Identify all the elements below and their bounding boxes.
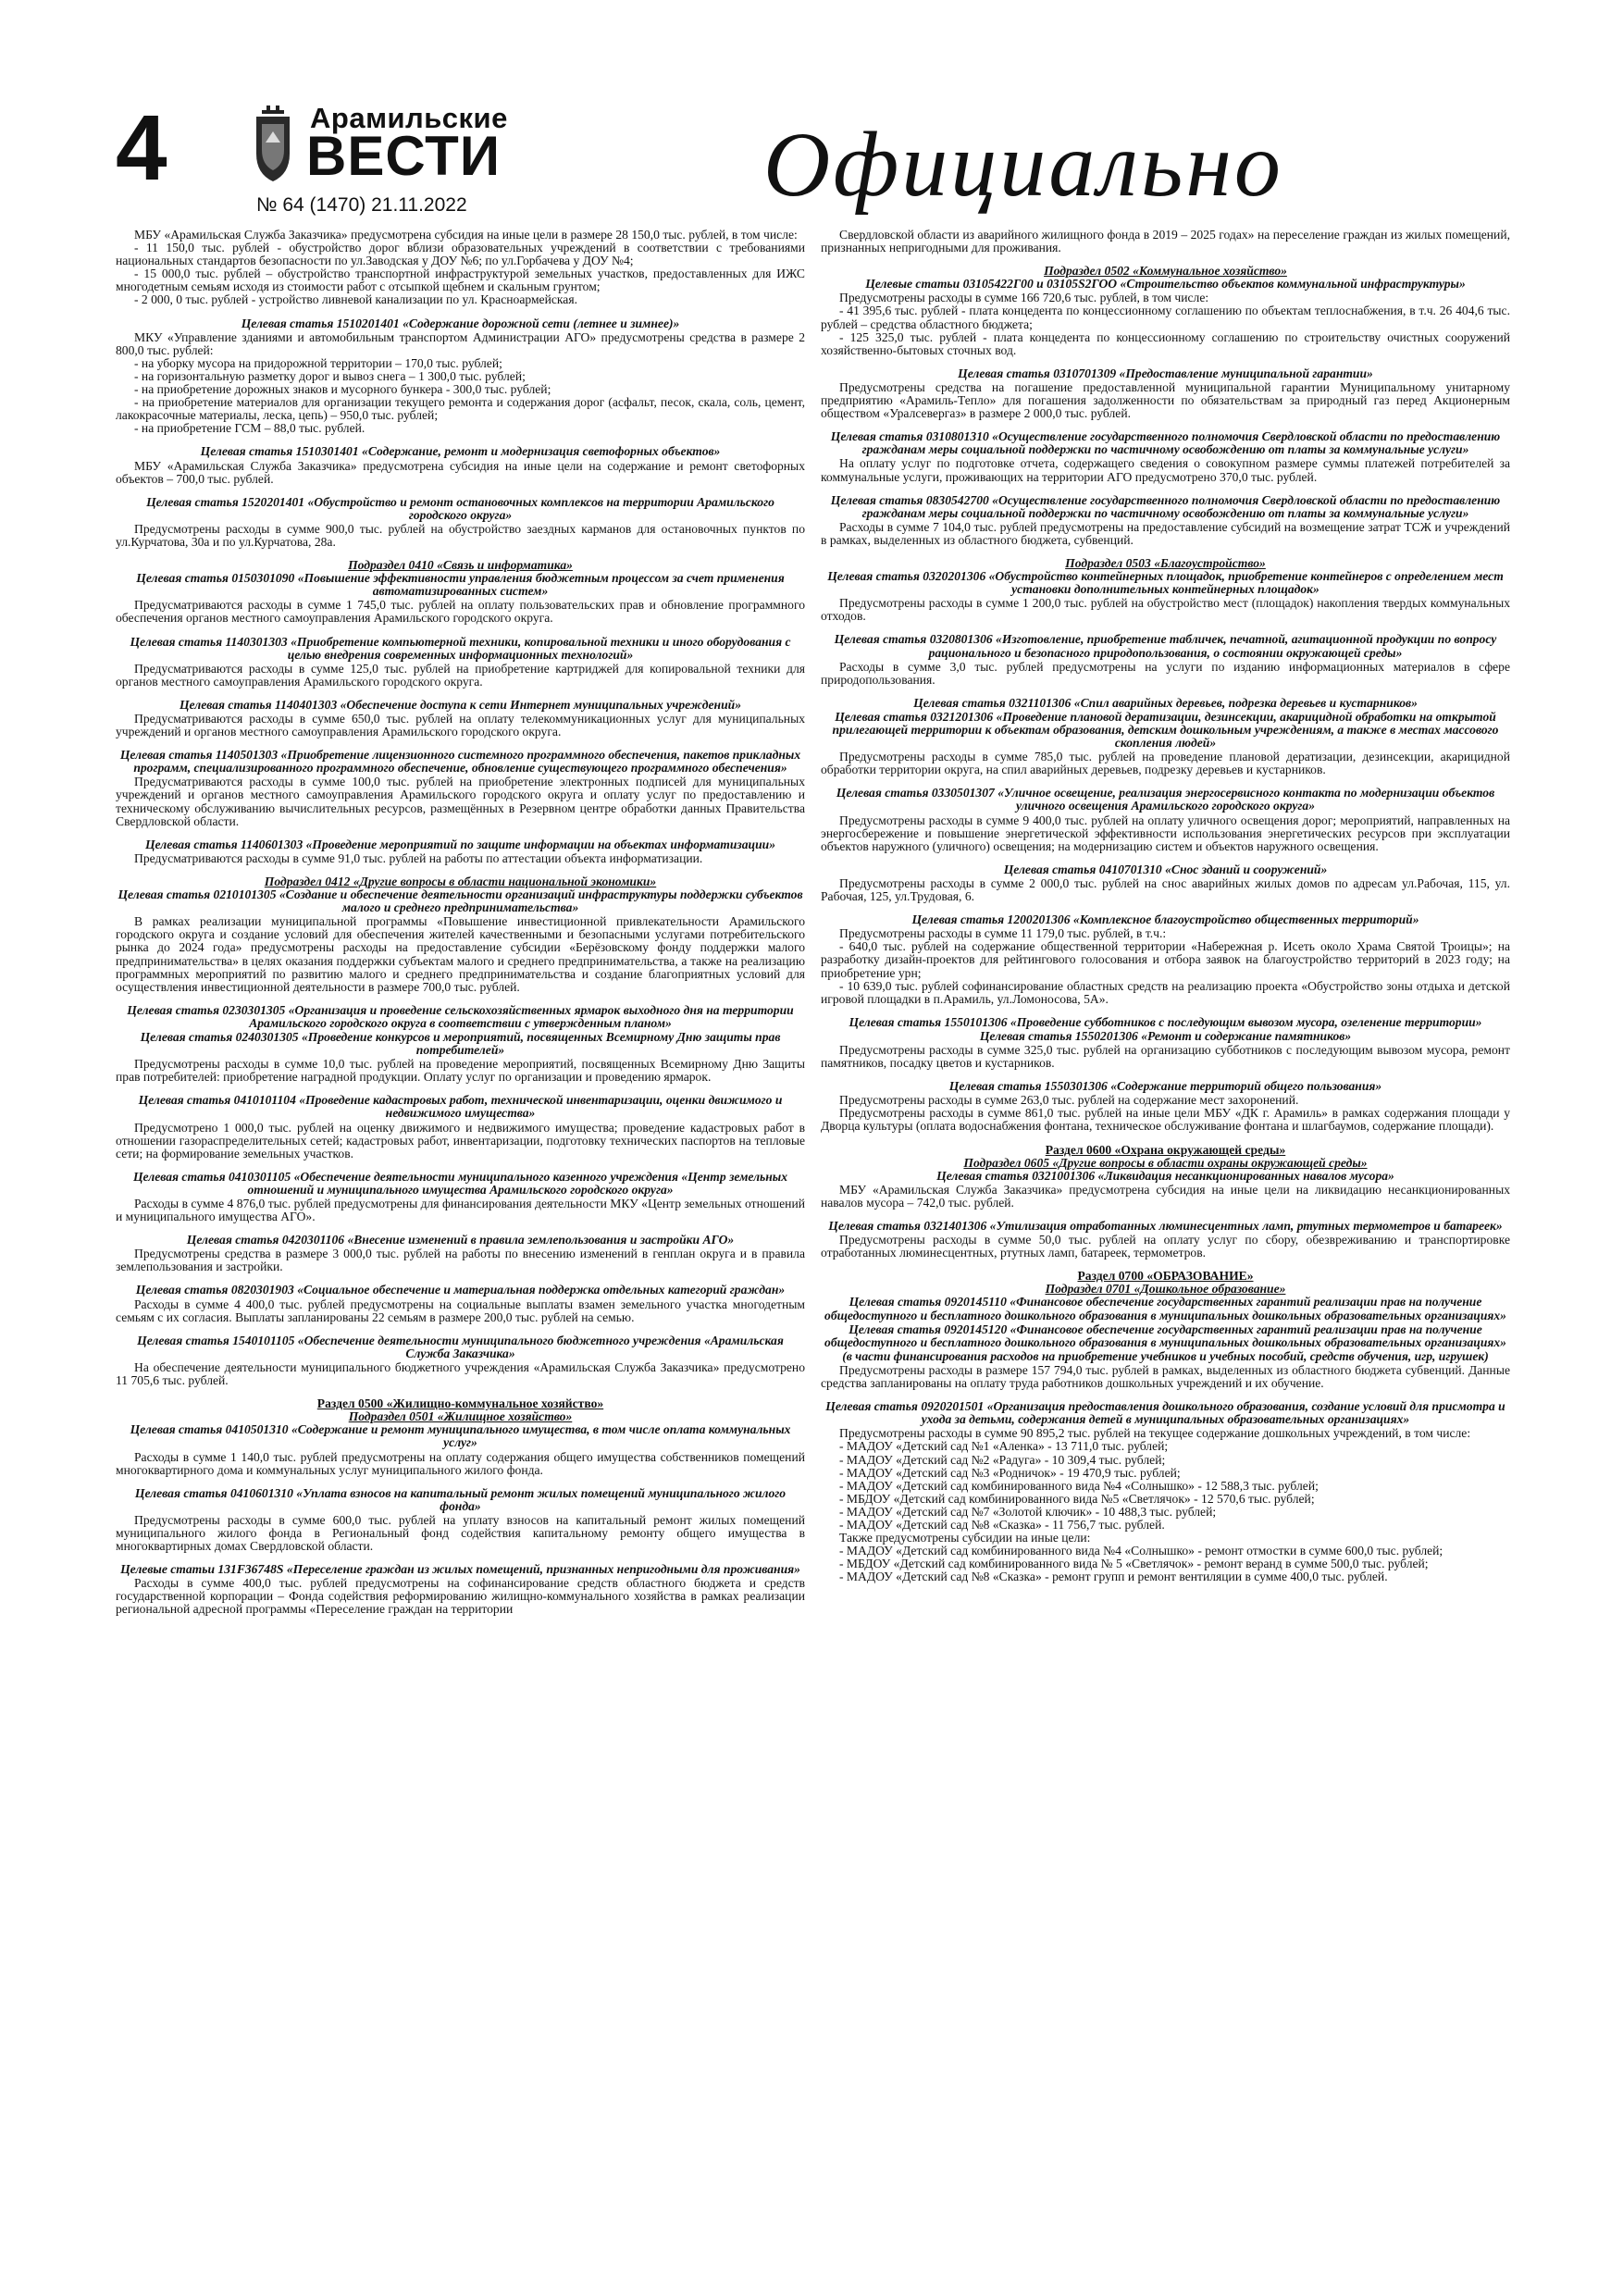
brand-top: Арамильские: [310, 102, 508, 134]
article-heading: Целевая статья 0240301305 «Проведение конкурсов и мероприятий, посвященных Всемирному Дню защиты прав потребителей»: [140, 1029, 781, 1058]
article-heading: Целевая статья 1550101306 «Проведение субботников с последующим вывозом мусора, озеленение территории»: [849, 1014, 1482, 1029]
article-heading: Целевая статья 1140501303 «Приобретение лицензионного системного программного обеспечения, пакетов прикладных программ, специализированного программного обеспечение, обновление существующего программного обеспечения»: [119, 748, 801, 776]
article-heading: Целевая статья 1510301401 «Содержание, ремонт и модернизация светофорных объектов»: [200, 444, 721, 459]
paragraph: В рамках реализации муниципальной программы «Повышение инвестиционной привлекательности Арамильского городского округа и создание условий для обеспечения жителей качественными и безопасными услугами потребительского рынка до 2024 года» предусмотрены расходы на предоставление субсидии «Берёзовскому фонду поддержки малого предпринимательства» в целях оказания поддержки субъектам малого и среднего предпринимательства, а также на реализацию программных мероприятий по развитию малого и среднего предпринимательства и создание благоприятных условий для осуществления инвестиционной деятельности в размере 700,0 тыс. рублей.: [116, 914, 805, 994]
page-header: [116, 97, 1522, 227]
list-item: - МБДОУ «Детский сад комбинированного вида № 5 «Светлячок» - ремонт веранд в сумме 500,0 тыс. рублей;: [839, 1557, 1429, 1571]
paragraph: МКУ «Управление зданиями и автомобильным транспортом Администрации АГО» предусмотрены средства в размере 2 800,0 тыс. рублей:: [116, 329, 805, 357]
list-item: - МАДОУ «Детский сад комбинированного вида №4 «Солнышко» - 12 588,3 тыс. рублей;: [839, 1478, 1319, 1493]
article-heading: Целевая статья 1520201401 «Обустройство и ремонт остановочных комплексов на территории Арамильского городского округа»: [146, 494, 774, 522]
article-heading: Целевая статья 0150301090 «Повышение эффективности управления бюджетным процессом за счет применения автоматизированных систем»: [136, 571, 785, 599]
subsection-heading: Подраздел 0502 «Коммунальное хозяйство»: [1044, 264, 1287, 279]
paragraph: Предусмотрены расходы в сумме 785,0 тыс. рублей на проведение плановой дератизации, дезинсекции, акарицидной обработки территории округа, на спил аварийных деревьев, подрезку деревьев и кустарников.: [821, 750, 1510, 777]
list-item: - МАДОУ «Детский сад №1 «Аленка» - 13 711,0 тыс. рублей;: [839, 1439, 1169, 1454]
paragraph: Предусматриваются расходы в сумме 125,0 тыс. рублей на приобретение картриджей для копировальной техники для органов местного самоуправления Арамильского городского округа.: [116, 661, 805, 689]
list-item: - на приобретение ГСМ – 88,0 тыс. рублей.: [134, 421, 365, 436]
article-heading: Целевая статья 0820301903 «Социальное обеспечение и материальная поддержка отдельных категорий граждан»: [135, 1283, 786, 1297]
paragraph: Предусмотрены расходы в сумме 2 000,0 тыс. рублей на снос аварийных жилых домов по адресам ул.Рабочая, 115, ул. Рабочая, 125, ул.Трудовая, 6.: [821, 875, 1510, 904]
paragraph: Предусмотрены расходы в сумме 11 179,0 тыс. рублей, в т.ч.:: [839, 926, 1167, 941]
left-column: [116, 229, 805, 2209]
right-column: [821, 229, 1510, 2209]
section-heading: Раздел 0700 «ОБРАЗОВАНИЕ»: [1077, 1269, 1254, 1284]
list-item: - 11 150,0 тыс. рублей - обустройство дорог вблизи образовательных учреждений в соответствии с требованиями национальных стандартов безопасности по ул.Заводская у ДОУ №6; по ул.Горбачева у ДОУ №4;: [116, 241, 805, 268]
paragraph: МБУ «Арамильская Служба Заказчика» предусмотрена субсидия на иные цели в размере 28 150,0 тыс. рублей, в том числе:: [134, 229, 798, 242]
article-heading: Целевая статья 0410701310 «Снос зданий и сооружений»: [1003, 862, 1328, 876]
paragraph: Предусмотрены расходы в сумме 861,0 тыс. рублей на иные цели МБУ «ДК г. Арамиль» в рамках содержания площади у Дворца культуры (оплата водоснабжения фонтана, техническое обслуживание фонтана и шлагбаумов, содержание площади).: [821, 1106, 1510, 1134]
paragraph: Предусматриваются расходы в сумме 91,0 тыс. рублей на работы по аттестации объекта информатизации.: [134, 850, 703, 865]
paragraph: Предусмотрены средства на погашение предоставленной муниципальной гарантии Муниципальному унитарному предприятию «Арамиль-Тепло» для погашения задолженности по обязательствам за природный газ перед Акционерным обществом «Уралсевергаз» в размере 2 000,0 тыс. рублей.: [821, 379, 1510, 421]
article-heading: Целевая статья 1200201306 «Комплексное благоустройство общественных территорий»: [911, 912, 1419, 927]
article-heading: Целевая статья 1540101105 «Обеспечение деятельности муниципального бюджетного учреждения «Арамильская Служба Заказчика»: [137, 1333, 784, 1360]
article-heading: Целевая статья 0410601310 «Уплата взносов на капитальный ремонт жилых помещений муниципального жилого фонда»: [134, 1485, 787, 1513]
list-item: - МАДОУ «Детский сад №7 «Золотой ключик» - 10 488,3 тыс. рублей;: [839, 1504, 1217, 1519]
article-heading: Целевая статья 0310701309 «Предоставление муниципальной гарантии»: [958, 366, 1373, 380]
paragraph: Свердловской области из аварийного жилищного фонда в 2019 – 2025 годах» на переселение граждан из жилых помещений, признанных непригодными для проживания.: [821, 229, 1510, 255]
paragraph: Предусмотрены расходы в сумме 900,0 тыс. рублей на обустройство заездных карманов для остановочных пунктов по ул.Курчатова, 30а и по ул.Курчатова, 28а.: [116, 521, 805, 549]
paragraph: На обеспечение деятельности муниципального бюджетного учреждения «Арамильская Служба Заказчика» предусмотрено 11 705,6 тыс. рублей.: [116, 1359, 805, 1388]
article-heading: Целевая статья 0230301305 «Организация и проведение сельскохозяйственных ярмарок выходного дня на территории Арамильского городского округа в соответствии с утвержденным планом»: [127, 1002, 794, 1030]
paragraph: Расходы в сумме 1 140,0 тыс. рублей предусмотрены на оплату содержания общего имущества собственников помещений многоквартирного дома и коммунальных услуг муниципального жилого фонда.: [116, 1449, 805, 1477]
article-heading: Целевая статья 0210101305 «Создание и обеспечение деятельности организаций инфраструктуры поддержки субъектов малого и среднего предпринимательства»: [118, 887, 803, 915]
article-heading: Целевые статьи 03105422Г00 и 03105S2ГОО «Строительство объектов коммунальной инфраструктуры»: [865, 277, 1466, 292]
paragraph: Предусмотрены расходы в сумме 90 895,2 тыс. рублей на текущее содержание дошкольных учреждений, в том числе:: [839, 1426, 1471, 1441]
list-item: - МАДОУ «Детский сад №2 «Радуга» - 10 309,4 тыс. рублей;: [839, 1452, 1166, 1467]
subsection-heading: Подраздел 0501 «Жилищное хозяйство»: [348, 1409, 573, 1424]
paragraph: Предусмотрены расходы в сумме 263,0 тыс. рублей на содержание мест захоронений.: [839, 1093, 1299, 1108]
coat-of-arms-icon: [254, 105, 291, 181]
paragraph: Предусмотрены расходы в сумме 600,0 тыс. рублей на уплату взносов на капитальный ремонт жилых помещений муниципального жилого фонда в Региональный фонд содействия капитальному ремонту общего имущества в многоквартирных домах Свердловской области.: [116, 1512, 805, 1554]
paragraph: Предусмотрены расходы в сумме 166 720,6 тыс. рублей, в том числе:: [839, 291, 1209, 305]
article-heading: Целевая статья 0321201306 «Проведение плановой дератизации, дезинсекции, акарицидной обработки на открытой прилегающей территории к объектам образования, детским дошкольным учреждениям, а также в местах массового скопления людей»: [832, 709, 1499, 751]
paragraph: Предусмотрены расходы в сумме 325,0 тыс. рублей на организацию субботников с последующим вывозом мусора, ремонт памятников, посадку цветов и кустарников.: [821, 1042, 1510, 1071]
list-item: - на приобретение дорожных знаков и мусорного бункера - 300,0 тыс. рублей;: [134, 382, 551, 397]
list-item: - на уборку мусора на придорожной территории – 170,0 тыс. рублей;: [134, 355, 502, 370]
subsection-heading: Подраздел 0503 «Благоустройство»: [1065, 555, 1266, 570]
paragraph: Расходы в сумме 7 104,0 тыс. рублей предусмотрены на предоставление субсидий на возмещение затрат ТСЖ и учреждений в рамках, выделенных из областного бюджета, субвенций.: [821, 519, 1510, 547]
article-heading: (в части финансирования расходов на приобретение учебников и учебных пособий, средств обучения, игр, игрушек): [842, 1348, 1489, 1363]
subsection-heading: Подраздел 0701 «Дошкольное образование»: [1045, 1282, 1286, 1297]
subsection-heading: Подраздел 0412 «Другие вопросы в области национальной экономики»: [264, 874, 657, 888]
paragraph: Предусматриваются расходы в сумме 100,0 тыс. рублей на приобретение электронных подписей для муниципальных учреждений и органов местного самоуправления Арамильского городского округа и оплату услуг по предоставлению и техническому обслуживанию вычислительных ресурсов, размещённых в Резервном центре обработки данных Правительства Свердловской области.: [116, 775, 805, 828]
page-number: 4: [116, 96, 167, 200]
article-heading: Целевая статья 0321001306 «Ликвидация несанкционированных навалов мусора»: [936, 1168, 1394, 1183]
paragraph: Расходы в сумме 3,0 тыс. рублей предусмотрены на услуги по изданию информационных материалов в сфере природопользования.: [821, 659, 1510, 687]
list-item: - 41 395,6 тыс. рублей - плата концедента по концессионному соглашению по объектам теплоснабжения, в т.ч. 26 404,6 тыс. рублей – средства областного бюджета;: [821, 304, 1510, 331]
issue-number: № 64 (1470) 21.11.2022: [256, 194, 467, 216]
article-heading: Целевая статья 0410301105 «Обеспечение деятельности муниципального казенного учреждения «Центр земельных отношений и муниципального имущества Арамильского городского округа»: [132, 1169, 788, 1197]
paragraph: Предусмотрено 1 000,0 тыс. рублей на оценку движимого и недвижимого имущества; проведение кадастровых работ в отношении газораспределительных сетей; кадастровых работ, инвентаризации, подготовку технических паспортов на тепловые сети; на формирование земельных участков.: [116, 1120, 805, 1160]
section-title: Официально: [763, 113, 1283, 216]
newspaper-logo: [254, 102, 606, 194]
article-heading: Целевая статья 0330501307 «Уличное освещение, реализация энергосервисного контакта по модернизации объектов уличного освещения Арамильского городского округа»: [836, 786, 1495, 813]
list-item: - на горизонтальную разметку дорог и вывоз снега – 1 300,0 тыс. рублей;: [134, 368, 526, 383]
subsection-heading: Подраздел 0605 «Другие вопросы в области охраны окружающей среды»: [963, 1155, 1368, 1170]
paragraph: Предусмотрены расходы в размере 157 794,0 тыс. рублей в рамках, выделенных из областного бюджета субвенций. Данные средства запланированы на оплату труда работников дошкольных учреждений и их обучение.: [821, 1362, 1510, 1391]
list-item: - 2 000, 0 тыс. рублей - устройство ливневой канализации по ул. Красноармейская.: [134, 292, 577, 307]
article-heading: Целевая статья 1550301306 «Содержание территорий общего пользования»: [948, 1079, 1382, 1094]
paragraph: Предусмотрены расходы в сумме 1 200,0 тыс. рублей на обустройство мест (площадок) накопления твердых коммунальных отходов.: [821, 596, 1510, 624]
paragraph: Расходы в сумме 4 400,0 тыс. рублей предусмотрены на социальные выплаты взамен земельного участка многодетным семьям с их согласия. Выплаты запланированы 22 семьям в размере 200,0 тыс. рублей на семью.: [116, 1297, 805, 1324]
article-heading: Целевая статья 0320201306 «Обустройство контейнерных площадок, приобретение контейнеров с определением мест установки дополнительных контейнерных площадок»: [827, 569, 1504, 597]
paragraph: На оплату услуг по подготовке отчета, содержащего сведения о совокупном размере суммы платежей потребителей за коммунальные услуги, проживающих на территории АГО предусмотрено 370,0 тыс. рублей.: [821, 456, 1510, 484]
article-heading: Целевая статья 1140601303 «Проведение мероприятий по защите информации на объектах информатизации»: [144, 837, 776, 851]
article-heading: Целевая статья 0321401306 «Утилизация отработанных люминесцентных ламп, ртутных термометров и батареек»: [828, 1219, 1503, 1233]
paragraph: Предусмотрены средства в размере 3 000,0 тыс. рублей на работы по внесению изменений в генплан округа и в правила землепользования и застройки.: [116, 1247, 805, 1274]
article-heading: Целевая статья 0320801306 «Изготовление, приобретение табличек, печатной, агитационной продукции по вопросу рационального и безопасного природопользования, о состоянии окружающей среды»: [834, 632, 1497, 660]
paragraph: Предусмотрены расходы в сумме 9 400,0 тыс. рублей на оплату уличного освещения дорог; мероприятий, направленных на энергосбережение и повышение энергетической эффективности использования энергетических ресурсов при эксплуатации объектов наружного (уличного) освещения; на модернизацию систем и объектов наружного освещения.: [821, 813, 1510, 853]
article-heading: Целевая статья 0920145120 «Финансовое обеспечение государственных гарантий реализации прав на получение общедоступного и бесплатного дошкольного образования в муниципальных дошкольных образовательных организациях»: [824, 1322, 1506, 1349]
article-heading: Целевые статьи 131F36748S «Переселение граждан из жилых помещений, признанных непригодными для проживания»: [120, 1562, 800, 1577]
paragraph: Предусмотрены расходы в сумме 50,0 тыс. рублей на оплату услуг по сбору, обезвреживанию и транспортировке отработанных люминесцентных, ртутных ламп, батареек, термометров.: [821, 1233, 1510, 1260]
subsection-heading: Подраздел 0410 «Связь и информатика»: [348, 558, 573, 573]
article-heading: Целевая статья 1140401303 «Обеспечение доступа к сети Интернет муниципальных учреждений»: [179, 697, 742, 712]
article-heading: Целевая статья 0410501310 «Содержание и ремонт муниципального имущества, в том числе оплата коммунальных услуг»: [130, 1422, 791, 1450]
paragraph: Предусмотрены расходы в сумме 10,0 тыс. рублей на проведение мероприятий, посвященных Всемирному Дню Защиты прав потребителей: приобретение наградной продукции. Оплату услуг по организации и проведению ярмарок.: [116, 1057, 805, 1085]
list-item: - 15 000,0 тыс. рублей – обустройство транспортной инфраструктурой земельных участков, предоставленных для ИЖС многодетным семьям исходя из стоимости работ с отсыпкой щебнем и скальным грунтом;: [116, 267, 805, 294]
paragraph: МБУ «Арамильская Служба Заказчика» предусмотрена субсидия на иные цели на содержание и ремонт светофорных объектов – 700,0 тыс. рублей.: [116, 458, 805, 486]
article-heading: Целевая статья 0310801310 «Осуществление государственного полномочия Свердловской области по предоставлению гражданам меры социальной поддержки по частичному освобождению от платы за коммунальные услуги»: [830, 429, 1501, 457]
paragraph: Также предусмотрены субсидии на иные цели:: [839, 1531, 1091, 1545]
article-heading: Целевая статья 1140301303 «Приобретение компьютерной техники, копировальной техники и иного оборудования с целью внедрения современных информационных технологий»: [130, 634, 791, 662]
article-heading: Целевая статья 1510201401 «Содержание дорожной сети (летнее и зимнее)»: [241, 316, 680, 330]
list-item: - МАДОУ «Детский сад комбинированного вида №4 «Солнышко» - ремонт отмостки в сумме 600,0 тыс. рублей;: [839, 1544, 1443, 1558]
article-heading: Целевая статья 0410101104 «Проведение кадастровых работ, технической инвентаризации, оценки движимого и недвижимого имущества»: [138, 1093, 783, 1121]
article-heading: Целевая статья 0321101306 «Спил аварийных деревьев, подрезка деревьев и кустарников»: [913, 695, 1418, 710]
list-item: - МАДОУ «Детский сад №8 «Сказка» - 11 756,7 тыс. рублей.: [839, 1517, 1165, 1532]
article-heading: Целевая статья 0920145110 «Финансовое обеспечение государственных гарантий реализации прав на получение общедоступного и бесплатного дошкольного образования в муниципальных дошкольных образовательных организациях»: [824, 1295, 1506, 1322]
paragraph: Предусматриваются расходы в сумме 1 745,0 тыс. рублей на оплату пользовательских прав и обновление программного обеспечения органов местного самоуправления Арамильского городского округа.: [116, 598, 805, 626]
article-heading: Целевая статья 0420301106 «Внесение изменений в правила землепользования и застройки АГО»: [186, 1233, 735, 1247]
paragraph: Расходы в сумме 400,0 тыс. рублей предусмотрены на софинансирование средств областного бюджета и средств государственной корпорации – Фонда содействия реформированию жилищно-коммунального хозяйства в рамках реализации региональной адресной программы «Переселение граждан на территории: [116, 1576, 805, 1617]
article-heading: Целевая статья 1550201306 «Ремонт и содержание памятников»: [979, 1028, 1352, 1043]
paragraph: Расходы в сумме 4 876,0 тыс. рублей предусмотрены для финансирования деятельности МКУ «Центр земельных отношений и муниципального имущества АГО».: [116, 1197, 805, 1224]
paragraph: Предусматриваются расходы в сумме 650,0 тыс. рублей на оплату телекоммуникационных услуг для муниципальных учреждений и органов местного самоуправления Арамильского городского округа.: [116, 712, 805, 739]
section-heading: Раздел 0600 «Охрана окружающей среды»: [1045, 1142, 1286, 1157]
paragraph: МБУ «Арамильская Служба Заказчика» предусмотрена субсидия на иные цели на ликвидацию несанкционированных навалов мусора – 742,0 тыс. рублей.: [821, 1182, 1510, 1210]
list-item: - 125 325,0 тыс. рублей - плата концедента по концессионному соглашению по строительству очистных сооружений хозяйственно-бытовых сточных вод.: [821, 329, 1510, 357]
list-item: - 640,0 тыс. рублей на содержание общественной территории «Набережная р. Исеть около Храма Святой Троицы»; на разработку дизайн-проектов для рейтингового голосования и отбора заявок на благоустройство территорий в 2023 году; на приобретение урн;: [821, 939, 1510, 980]
list-item: - МАДОУ «Детский сад №8 «Сказка» - ремонт групп и ремонт вентиляции в сумме 400,0 тыс. рублей.: [839, 1570, 1388, 1584]
list-item: - 10 639,0 тыс. рублей софинансирование областных средств на реализацию проекта «Обустройство зоны отдыха и детской игровой площадки в п.Арамиль, ул.Ломоносова, 5А».: [821, 978, 1510, 1006]
section-heading: Раздел 0500 «Жилищно-коммунальное хозяйство»: [316, 1396, 604, 1411]
list-item: - на приобретение материалов для организации текущего ремонта и содержания дорог (асфальт, песок, скала, соль, цемент, лакокрасочные материалы, леска, цепь) – 950,0 тыс. рублей;: [116, 395, 805, 423]
article-heading: Целевая статья 0830542700 «Осуществление государственного полномочия Свердловской области по предоставлению гражданам меры социальной поддержки по частичному освобождению от платы за коммунальные услуги»: [830, 492, 1501, 520]
list-item: - МБДОУ «Детский сад комбинированного вида №5 «Светлячок» - 12 570,6 тыс. рублей;: [839, 1491, 1315, 1506]
brand-main: ВЕСТИ: [306, 125, 501, 187]
article-heading: Целевая статья 0920201501 «Организация предоставления дошкольного образования, создание условий для присмотра и ухода за детьми, содержания детей в муниципальных образовательных организациях»: [825, 1399, 1505, 1427]
list-item: - МАДОУ «Детский сад №3 «Родничок» - 19 470,9 тыс. рублей;: [839, 1465, 1181, 1480]
